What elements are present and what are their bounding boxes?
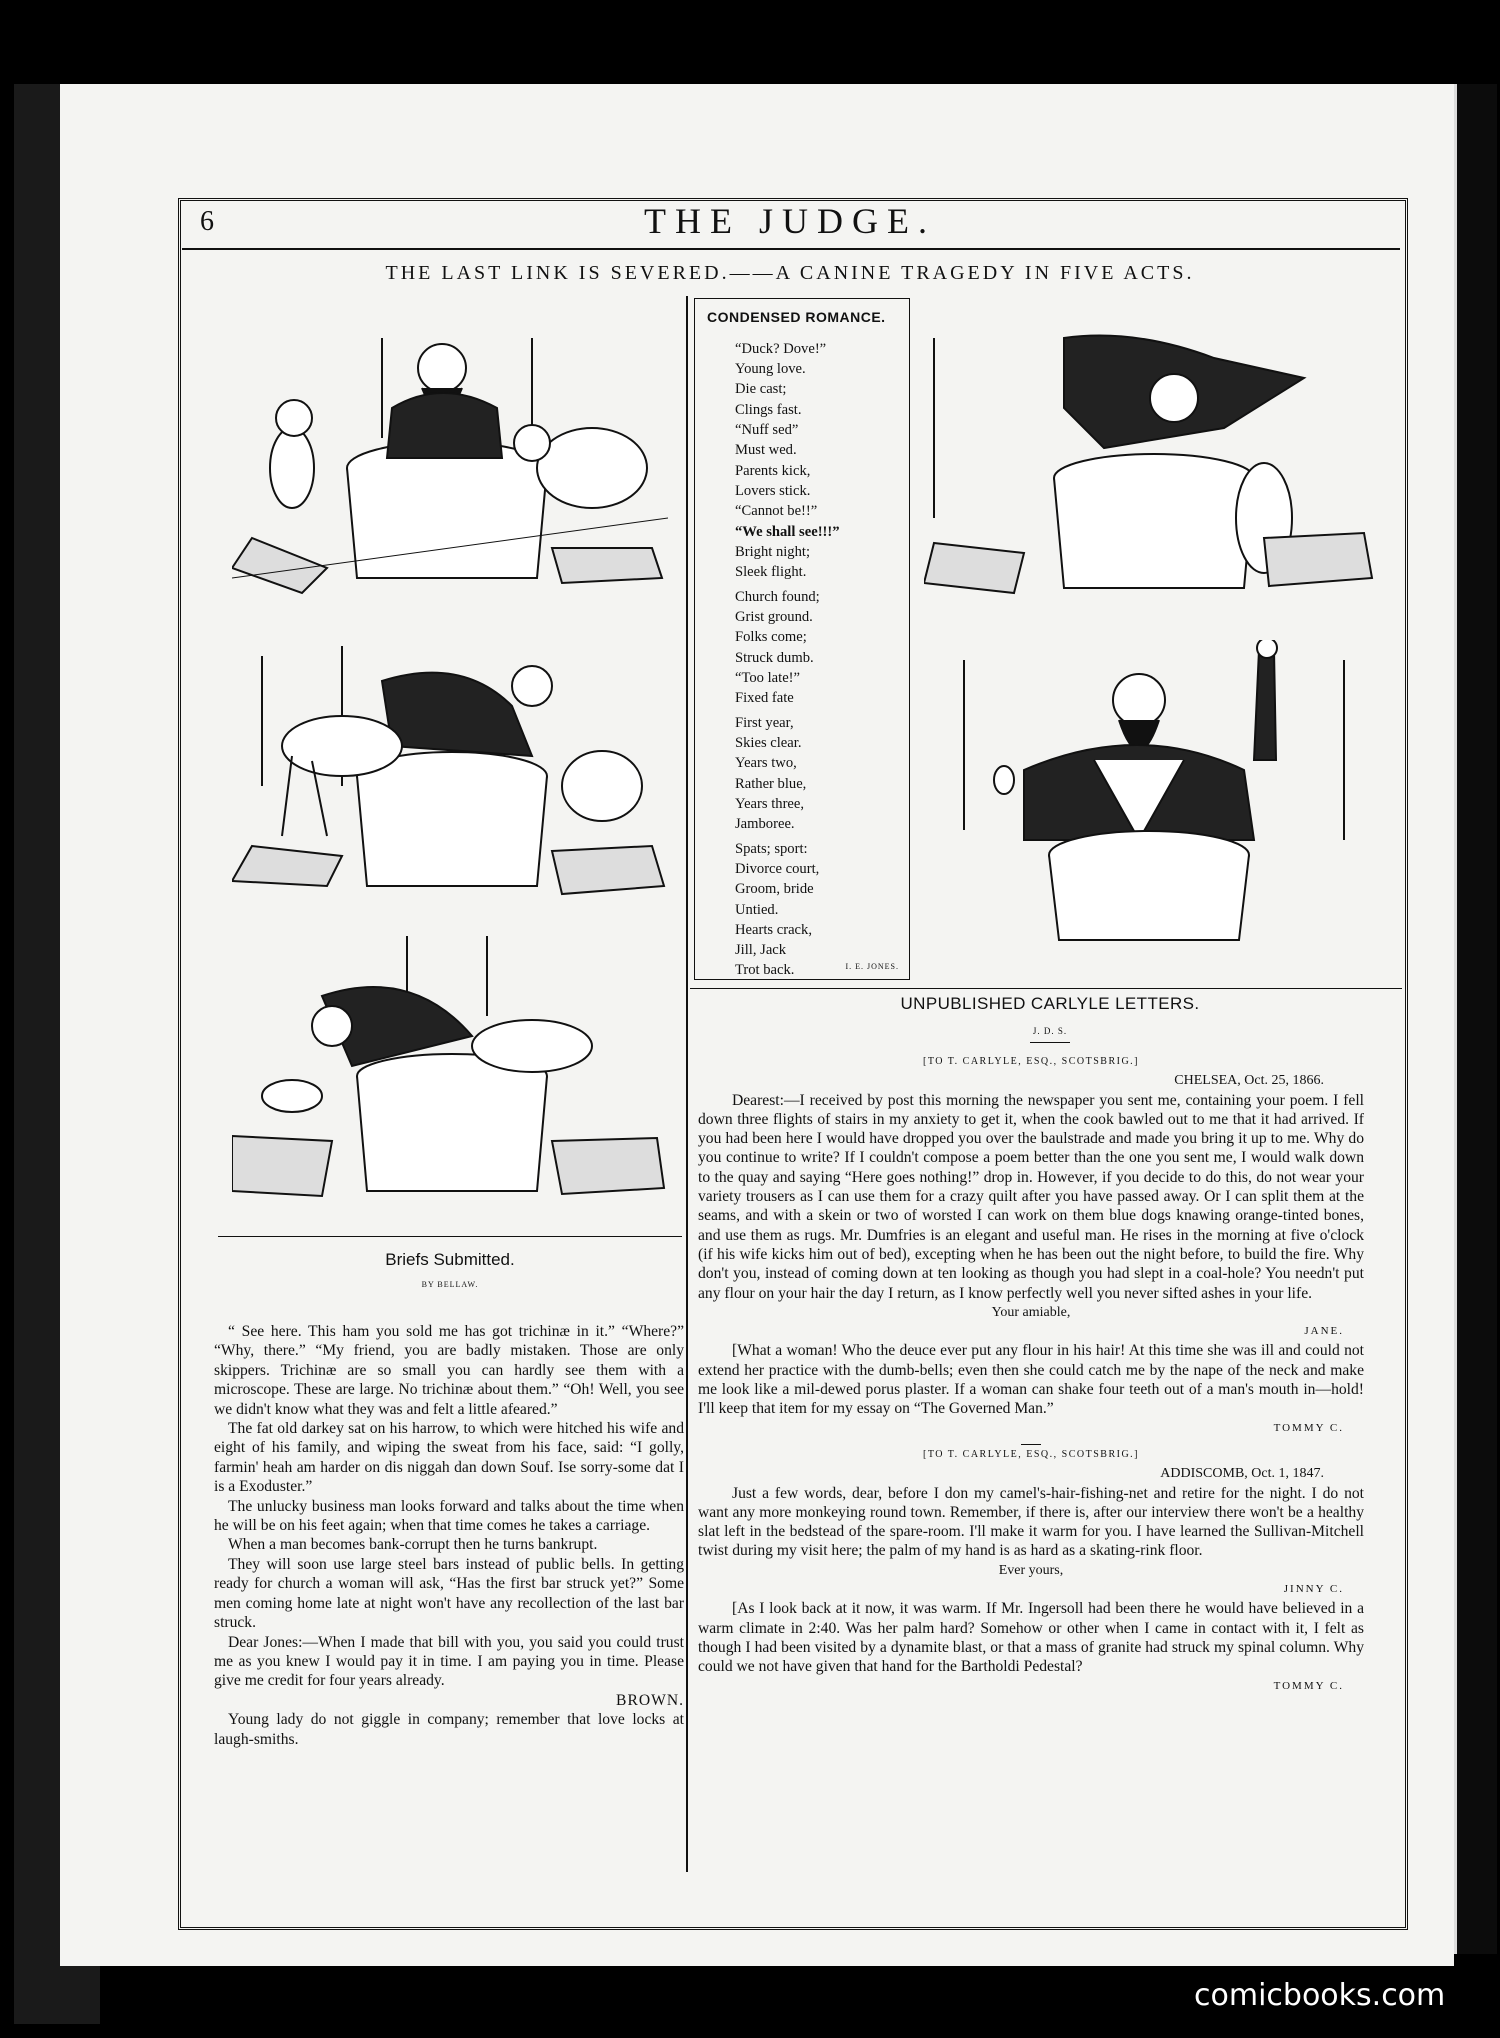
letter-body: Just a few words, dear, before I don my camel's-hair-fishing-net and retire for the night. I do not want any more monkeying round town. Remember, if there is, after our interview there won't be a healthy slat left in the bedstead of the spare-room. I'll make it warm for you. I have learned the Sullivan-Mitchell twist during my visit here; the palm of my hand is as hard as a skating-rink floor. xyxy=(698,1484,1364,1560)
letter-signature: JANE. xyxy=(1304,1325,1344,1338)
carlyle-article xyxy=(698,1052,1364,1696)
poem-line: Jamboree. xyxy=(735,816,795,833)
poem-line: Church found; xyxy=(735,589,820,605)
poem-line: Lovers stick. xyxy=(735,483,811,500)
briefs-paragraph: “ See here. This ham you sold me has got trichinæ in it.” “Where?” “Why, there.” “My friend, you are badly mistaken. Those are only skippers. Trichinæ are so small you can hardly see them with a microscope. These are large. No trichinæ about them.” “Oh! Well, you see we didn't know what they was and felt a little afeared.” xyxy=(214,1323,684,1418)
poem-line: Struck dumb. xyxy=(735,649,814,666)
poem-line: Divorce court, xyxy=(735,861,820,878)
briefs-paragraph: Young lady do not giggle in company; remember that love locks at laugh-smiths. xyxy=(214,1711,684,1748)
letter-address: [TO T. CARLYLE, ESQ., SCOTSBRIG.] xyxy=(922,1056,1139,1067)
masthead-rule xyxy=(182,248,1400,250)
poem-line: Fixed fate xyxy=(735,690,794,707)
comment-signature: TOMMY C. xyxy=(1273,1679,1344,1692)
briefs-paragraph: The unlucky business man looks forward and talks about the time when he will be on his feet again; when that time comes he takes a carriage. xyxy=(214,1497,684,1535)
poem-line: Clings fast. xyxy=(735,401,802,418)
briefs-article xyxy=(214,1322,684,1749)
briefs-paragraph: Dear Jones:—When I made that bill with you, you said you could trust me as you knew I would pay it in time. I am paying you in time. Please give me credit for four years already. xyxy=(214,1633,684,1690)
poem-stanza-5 xyxy=(735,839,819,980)
briefs-paragraph: When a man becomes bank-corrupt then he turns bankrupt. xyxy=(228,1536,598,1554)
letter-salutation: Your amiable, xyxy=(991,1304,1071,1320)
poem-line: Groom, bride xyxy=(735,881,814,898)
poem-line: Jill, Jack xyxy=(735,942,787,959)
carlyle-title: UNPUBLISHED CARLYLE LETTERS. xyxy=(900,994,1200,1013)
poem-line: “Too late!” xyxy=(735,669,801,686)
poem-line: “Duck? Dove!” xyxy=(735,341,827,357)
poem-line: Rather blue, xyxy=(735,775,807,792)
page-number: 6 xyxy=(200,206,214,237)
poem-box xyxy=(694,298,910,980)
section-rule xyxy=(690,988,1402,989)
poem-line: Must wed. xyxy=(735,442,797,459)
briefs-signature: BROWN. xyxy=(616,1691,684,1709)
poem-line: Young love. xyxy=(735,361,806,378)
byline-rule xyxy=(1030,1042,1070,1043)
cartoon-panel-act-5 xyxy=(924,640,1374,950)
poem-line: First year, xyxy=(735,715,794,731)
letter-dateline: CHELSEA, Oct. 25, 1866. xyxy=(1174,1073,1324,1089)
poem-line: Spats; sport: xyxy=(735,841,808,857)
briefs-paragraph: The fat old darkey sat on his harrow, to which were hitched his wife and eight of his family, and wiping the sweat from his face, said: “I golly, farmin' heah am harder on dis niggah dan down Souf. Ise sorry-some dat I is a Exoduster.” xyxy=(214,1420,684,1496)
poem-stanza-4 xyxy=(735,713,806,834)
poem-line: “Cannot be!!” xyxy=(735,503,818,520)
poem-author: I. E. JONES. xyxy=(845,962,899,971)
briefs-byline: BY BELLAW. xyxy=(421,1280,479,1289)
poem-title: CONDENSED ROMANCE. xyxy=(707,309,886,325)
poem-stanza-1 xyxy=(735,339,826,460)
editor-comment: [What a woman! Who the deuce ever put any flour in his hair! At this time she was ill and could not extend her practice with the dumb-bells; even then she could catch me by the nape of the neck and make me look like a mil-dewed porus plaster. If a woman can shake four teeth out of a man's mouth in—hold! I'll keep that item for my essay on “The Governed Man.” xyxy=(698,1342,1364,1418)
carlyle-byline: J. D. S. xyxy=(1032,1026,1068,1036)
column-rule xyxy=(686,296,688,1872)
poem-line: Hearts crack, xyxy=(735,921,812,938)
poem-line: “We shall see!!!” xyxy=(735,523,840,540)
poem-line: Grist ground. xyxy=(735,609,813,626)
letter-dateline: ADDISCOMB, Oct. 1, 1847. xyxy=(1160,1466,1324,1482)
poem-line: Trot back. xyxy=(735,962,795,979)
poem-line: “Nuff sed” xyxy=(735,421,799,438)
editor-comment: [As I look back at it now, it was warm. If Mr. Ingersoll had been there he would have believed in a warm climate in 2:40. Was her palm hard? Somehow or other when I came in contact with it, I felt as though I had been visited by a dynamite blast, or that a mass of granite had struck my spinal column. Why could we not have given that hand for the Bartholdi Pedestal? xyxy=(698,1600,1364,1676)
cartoon-title: THE LAST LINK IS SEVERED.——A CANINE TRAGEDY IN FIVE ACTS. xyxy=(385,262,1195,284)
poem-line: Folks come; xyxy=(735,629,807,646)
cartoon-panel-act-2 xyxy=(232,636,668,904)
cartoon-panel-act-3 xyxy=(232,926,668,1216)
poem-line: Bright night; xyxy=(735,543,810,560)
briefs-title: Briefs Submitted. xyxy=(385,1250,515,1269)
letter-signature: JINNY C. xyxy=(1283,1583,1344,1596)
page-edge xyxy=(1454,84,1497,1954)
poem-line: Die cast; xyxy=(735,381,787,398)
masthead-title: THE JUDGE. xyxy=(644,201,936,241)
poem-line: Skies clear. xyxy=(735,735,802,752)
poem-line: Untied. xyxy=(735,901,779,918)
letter-address: [TO T. CARLYLE, ESQ., SCOTSBRIG.] xyxy=(922,1448,1139,1460)
comment-signature: TOMMY C. xyxy=(1273,1421,1344,1434)
letter-salutation: Ever yours, xyxy=(998,1562,1064,1578)
briefs-paragraph: They will soon use large steel bars instead of public bells. In getting ready for church a woman will ask, “Has the first bar struck yet?” Some men coming home late at night won't have any recollection of the last bar struck. xyxy=(214,1555,684,1632)
poem-stanza-2 xyxy=(735,461,840,582)
cartoon-illustration xyxy=(232,318,668,602)
site-watermark: comicbooks.com xyxy=(1194,1978,1446,2013)
cartoon-panel-act-1 xyxy=(232,318,668,602)
section-rule xyxy=(218,1236,682,1237)
poem-line: Parents kick, xyxy=(735,463,811,479)
cartoon-panel-act-4 xyxy=(924,318,1374,610)
poem-line: Sleek flight. xyxy=(735,564,807,581)
poem-line: Years three, xyxy=(735,795,805,812)
letter-body: Dearest:—I received by post this morning the newspaper you sent me, containing your poem. I fell down three flights of stairs in my anxiety to get it, when the cook bawled out to me that it had arrived. If you had been here I would have dropped you over the baulstrade and made you bring it up to me. Why do you continue to write? If I couldn't compose a poem better than the one you sent me, I would walk down to the quay and saying “Here goes nothing!” drop in. However, if you decide to do this, do not wear your variety trousers as I can use them for a crazy quilt after you have passed away. Or I can split them at the seams, and with a skein or two of worsted I can work on them blue dogs knawing orange-tinted bones, and use them as rugs. Mr. Dumfries is an elegant and useful man. He rises in the morning at five o'clock (if his wife kicks him out of bed), excepting when he has been out the night before, to build the fire. Why don't you, instead of coming down at ten looking as though you had slept in a coal-hole? You needn't put any flour on your hair the day I return, as I know perfectly well you never sifted ashes in your life. xyxy=(698,1091,1364,1302)
poem-line: Years two, xyxy=(735,755,797,772)
poem-stanza-3 xyxy=(735,587,820,708)
